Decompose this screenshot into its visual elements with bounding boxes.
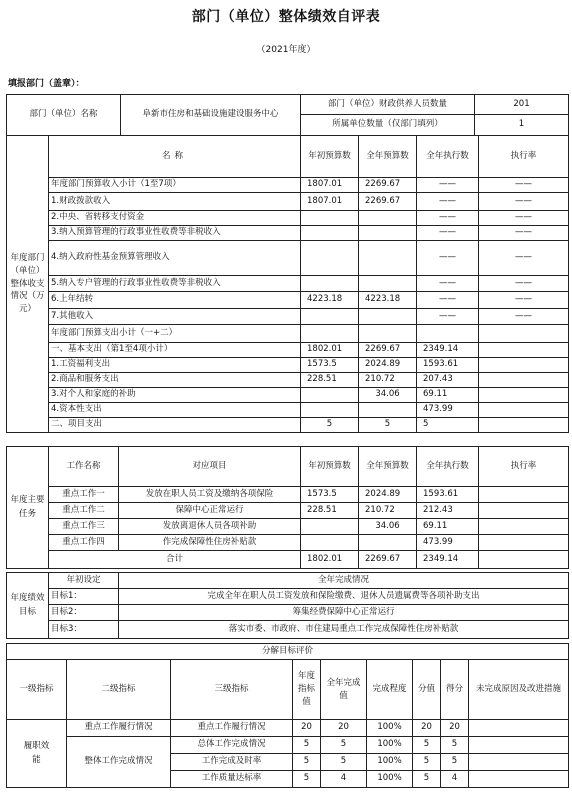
table-row [7,535,569,551]
task-rate [479,487,569,503]
eval-col-score: 得分 [441,660,469,720]
row-full [359,276,417,292]
eval-degree: 100% [367,771,413,788]
row-rate: —— [479,241,569,276]
task-item: 发放在职人员工资及缴纳各项保险 [119,487,301,503]
goal-label: 目标2： [49,605,119,621]
goal-text: 落实市委、市政府、市住建局重点工作完成保障性住房补贴款 [119,621,569,639]
eval-col-target: 年度指标值 [293,660,321,720]
task-exec: 212.43 [417,503,479,519]
row-name: 年度部门预算支出小计（一+二） [49,325,301,343]
task-exec: 1593.61 [417,487,479,503]
budget-col-exec: 全年执行数 [417,136,479,178]
eval-weight: 20 [413,720,441,737]
row-full: 2269.67 [359,178,417,193]
task-initial [301,519,359,535]
budget-col-full: 全年预算数 [359,136,417,178]
eval-target: 5 [293,754,321,771]
tasks-table [6,446,569,569]
eval-col-l3: 三级指标 [171,660,293,720]
eval-target: 5 [293,771,321,788]
task-name: 重点工作四 [49,535,119,551]
row-initial [301,276,359,292]
table-row [7,193,569,211]
header-table [6,94,569,136]
goals-section-label: 年度绩效目标 [7,573,49,639]
row-initial [301,325,359,343]
row-rate: —— [479,193,569,211]
table-row [7,519,569,535]
eval-col-l2: 二级指标 [67,660,171,720]
row-exec: 207.43 [417,373,479,388]
row-exec: 2349.14 [417,343,479,358]
table-row [7,621,569,639]
row-rate [479,343,569,358]
table-row [7,418,569,433]
row-initial [301,309,359,325]
row-rate: —— [479,292,569,309]
task-initial: 228.51 [301,503,359,519]
row-full [359,241,417,276]
tasks-section-label: 年度主要任务 [7,447,49,569]
row-exec: —— [417,226,479,241]
row-rate: —— [479,178,569,193]
task-full: 2024.89 [359,487,417,503]
goals-col-done: 全年完成情况 [119,573,569,589]
year-label: （2021年度） [256,45,316,55]
page-title: 部门（单位）整体绩效自评表 [191,9,381,25]
tasks-total-full: 2269.67 [359,551,417,569]
eval-l3: 工作质量达标率 [171,771,293,788]
row-initial: 5 [301,418,359,433]
row-exec: —— [417,193,479,211]
row-name: 1.财政拨款收入 [49,193,301,211]
eval-reason [469,771,569,788]
table-row [7,589,569,605]
table-row [7,373,569,388]
filler-label: 填报部门（盖章）： [8,79,85,89]
tasks-total-label: 合计 [49,551,301,569]
row-full [359,325,417,343]
eval-l2: 整体工作完成情况 [67,737,171,788]
table-row [7,720,569,737]
task-name: 重点工作三 [49,519,119,535]
task-name: 重点工作一 [49,487,119,503]
eval-done: 5 [321,737,367,754]
row-name: 5.纳入专户管理的行政事业性收费等非税收入 [49,276,301,292]
evaluation-table [6,643,569,788]
row-name: 7.其他收入 [49,309,301,325]
row-initial [301,211,359,226]
budget-section-label: 年度部门（单位）整体收支情况（万元） [7,136,49,433]
table-row [7,605,569,621]
tasks-col-item: 对应项目 [119,447,301,487]
row-exec: —— [417,292,479,309]
row-full [359,309,417,325]
eval-l3: 工作完成及时率 [171,754,293,771]
row-exec: 69.11 [417,388,479,403]
eval-done: 4 [321,771,367,788]
table-row [7,737,569,754]
row-name: 年度部门预算收入小计（1至7项） [49,178,301,193]
staff-count-value: 201 [475,95,569,115]
dept-name-value: 阜新市住房和基础设施建设服务中心 [121,95,301,136]
row-exec: —— [417,241,479,276]
row-full: 34.06 [359,388,417,403]
row-exec: 1593.61 [417,358,479,373]
eval-col-weight: 分值 [413,660,441,720]
row-initial [301,241,359,276]
eval-col-reason: 未完成原因及改进措施 [469,660,569,720]
eval-reason [469,754,569,771]
table-row [7,276,569,292]
eval-col-degree: 完成程度 [367,660,413,720]
eval-score: 20 [441,720,469,737]
task-item: 保障中心正常运行 [119,503,301,519]
row-initial: 228.51 [301,373,359,388]
task-initial: 1573.5 [301,487,359,503]
tasks-col-full: 全年预算数 [359,447,417,487]
row-name: 4.资本性支出 [49,403,301,418]
row-name: 2.商品和服务支出 [49,373,301,388]
task-exec: 69.11 [417,519,479,535]
row-name: 4.纳入政府性基金预算管理收入 [49,241,301,276]
row-rate: —— [479,226,569,241]
row-name: 2.中央、省转移支付资金 [49,211,301,226]
task-item: 作完成保障性住房补贴款 [119,535,301,551]
budget-col-rate: 执行率 [479,136,569,178]
tasks-col-rate: 执行率 [479,447,569,487]
row-exec: —— [417,309,479,325]
row-initial: 1807.01 [301,178,359,193]
eval-score: 4 [441,771,469,788]
table-row [7,292,569,309]
row-initial [301,226,359,241]
task-full [359,535,417,551]
row-full [359,403,417,418]
row-exec: —— [417,211,479,226]
table-row [7,325,569,343]
eval-degree: 100% [367,737,413,754]
row-initial [301,403,359,418]
table-row [7,551,569,569]
row-initial: 1807.01 [301,193,359,211]
eval-col-l1: 一级指标 [7,660,67,720]
eval-target: 5 [293,737,321,754]
row-full [359,211,417,226]
table-row [7,226,569,241]
tasks-col-initial: 年初预算数 [301,447,359,487]
tasks-col-name: 工作名称 [49,447,119,487]
row-full: 2269.67 [359,343,417,358]
eval-score: 5 [441,754,469,771]
eval-done: 5 [321,754,367,771]
row-exec: —— [417,276,479,292]
row-rate [479,358,569,373]
goal-label: 目标3： [49,621,119,639]
unit-count-value: 1 [475,115,569,136]
eval-degree: 100% [367,720,413,737]
table-row [7,241,569,276]
task-full: 34.06 [359,519,417,535]
row-initial [301,388,359,403]
task-name: 重点工作二 [49,503,119,519]
unit-count-label: 所属单位数量（仅部门填列） [301,115,475,136]
eval-target: 20 [293,720,321,737]
row-rate [479,373,569,388]
row-full: 5 [359,418,417,433]
row-initial: 4223.18 [301,292,359,309]
eval-weight: 5 [413,754,441,771]
table-row [7,211,569,226]
row-exec: 473.99 [417,403,479,418]
row-exec: 5 [417,418,479,433]
row-rate [479,403,569,418]
goal-text: 筹集经费保障中心正常运行 [119,605,569,621]
task-rate [479,519,569,535]
row-name: 3.对个人和家庭的补助 [49,388,301,403]
row-name: 一、基本支出（第1至4项小计） [49,343,301,358]
row-name: 6.上年结转 [49,292,301,309]
table-row [7,487,569,503]
table-row [7,403,569,418]
staff-count-label: 部门（单位）财政供养人员数量 [301,95,475,115]
eval-l3: 总体工作完成情况 [171,737,293,754]
eval-weight: 5 [413,737,441,754]
dept-name-label: 部门（单位）名称 [7,95,121,136]
task-rate [479,535,569,551]
eval-l2: 重点工作履行情况 [67,720,171,737]
task-full: 210.72 [359,503,417,519]
row-rate: —— [479,276,569,292]
tasks-total-initial: 1802.01 [301,551,359,569]
row-rate: —— [479,309,569,325]
row-full: 4223.18 [359,292,417,309]
goals-table [6,572,569,639]
row-initial: 1573.5 [301,358,359,373]
goal-label: 目标1： [49,589,119,605]
table-row [7,343,569,358]
tasks-col-exec: 全年执行数 [417,447,479,487]
eval-degree: 100% [367,754,413,771]
task-item: 发放离退休人员各项补助 [119,519,301,535]
row-initial: 1802.01 [301,343,359,358]
tasks-total-exec: 2349.14 [417,551,479,569]
row-exec: —— [417,178,479,193]
eval-done: 20 [321,720,367,737]
goal-text: 完成全年在职人员工资发放和保险缴费、退休人员遗属费等各项补助支出 [119,589,569,605]
budget-col-initial: 年初预算数 [301,136,359,178]
row-full: 2269.67 [359,193,417,211]
budget-col-name: 名称 [49,136,301,178]
row-rate [479,325,569,343]
task-rate [479,503,569,519]
eval-l3: 重点工作履行情况 [171,720,293,737]
row-full [359,226,417,241]
row-full: 210.72 [359,373,417,388]
table-row [7,358,569,373]
row-name: 二、项目支出 [49,418,301,433]
row-rate: —— [479,211,569,226]
task-initial [301,535,359,551]
task-exec: 473.99 [417,535,479,551]
row-exec [417,325,479,343]
eval-score: 5 [441,737,469,754]
table-row [7,388,569,403]
table-row [7,503,569,519]
row-name: 3.纳入预算管理的行政事业性收费等非税收入 [49,226,301,241]
eval-col-done: 全年完成值 [321,660,367,720]
eval-reason [469,737,569,754]
eval-title: 分解目标评价 [7,644,569,660]
eval-reason [469,720,569,737]
row-full: 2024.89 [359,358,417,373]
row-rate [479,388,569,403]
tasks-total-rate [479,551,569,569]
goals-col-initial: 年初设定 [49,573,119,589]
table-row [7,309,569,325]
row-rate [479,418,569,433]
budget-table [6,135,569,433]
row-name: 1.工资福利支出 [49,358,301,373]
table-row [7,178,569,193]
eval-weight: 5 [413,771,441,788]
eval-l1: 履职效能 [7,720,67,788]
